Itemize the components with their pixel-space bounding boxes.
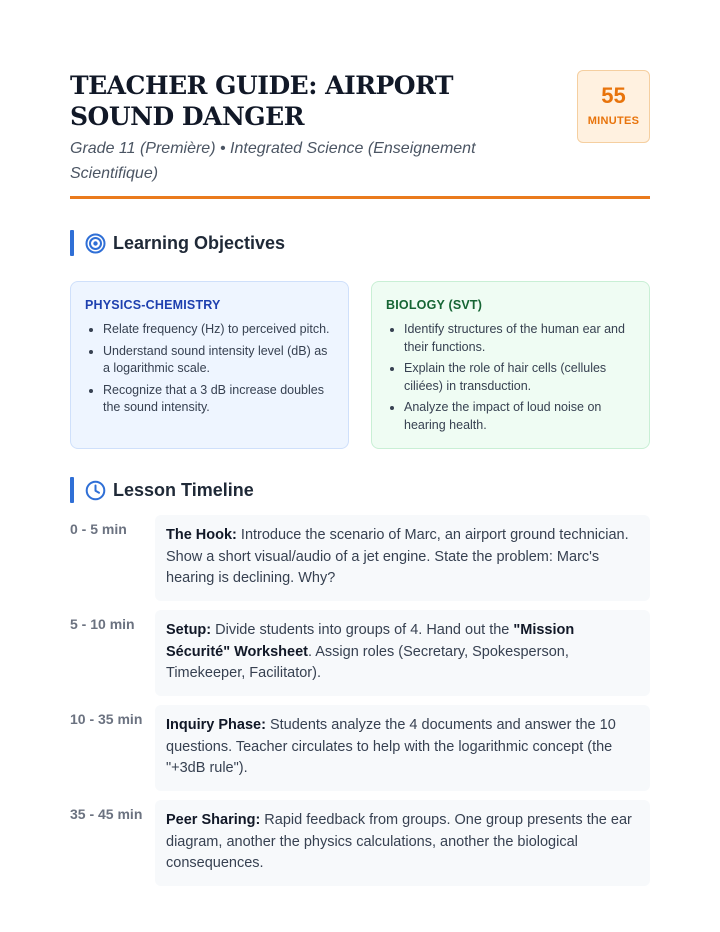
objective-item: • Identify structures of the human ear and their functions. bbox=[404, 321, 635, 356]
objective-item: • Explain the role of hair cells (cellules ciliées) in transduction. bbox=[404, 360, 635, 395]
objective-item: • Relate frequency (Hz) to perceived pitch. bbox=[103, 321, 334, 339]
timeline-time: 10 - 35 min bbox=[70, 711, 143, 727]
timeline-time: 35 - 45 min bbox=[70, 806, 143, 822]
page-title: TEACHER GUIDE: AIRPORT SOUND DANGER bbox=[70, 71, 454, 131]
step-label: Inquiry Phase: bbox=[166, 717, 266, 733]
guide-header bbox=[70, 70, 650, 200]
duration-unit: MINUTES bbox=[587, 115, 640, 127]
lesson-timeline bbox=[70, 515, 650, 886]
step-text: Introduce the scenario of Marc, an airport ground technician. Show a short visual/audio of a jet engine. State the problem: Marc's hearing is declining. Why? bbox=[166, 527, 629, 586]
step-text: Rapid feedback from groups. One group presents the ear diagram, another the physics calculations, another the biological consequences. bbox=[166, 812, 632, 871]
timeline-heading bbox=[70, 477, 650, 503]
worksheet-name: "Mission Sécurité" Worksheet bbox=[166, 622, 575, 660]
page-subtitle: Grade 11 (Première) • Integrated Science (Enseignement Scientifique) bbox=[70, 140, 476, 182]
step-label: The Hook: bbox=[166, 527, 237, 543]
objective-cards bbox=[70, 281, 650, 449]
duration-value: 55 bbox=[601, 83, 626, 108]
timeline-title: Lesson Timeline bbox=[113, 479, 254, 500]
objective-list bbox=[85, 321, 334, 417]
header-divider bbox=[70, 196, 650, 199]
objectives-heading bbox=[70, 230, 650, 256]
objective-item: • Understand sound intensity level (dB) as a logarithmic scale. bbox=[103, 343, 334, 378]
step-text: . Assign roles (Secretary, Spokesperson, Timekeeper, Facilitator). bbox=[166, 643, 569, 681]
timeline-row bbox=[70, 610, 650, 696]
step-label: Setup: bbox=[166, 622, 212, 638]
timeline-description bbox=[155, 610, 650, 696]
objective-list bbox=[386, 321, 635, 434]
step-text: Divide students into groups of 4. Hand out the bbox=[211, 622, 514, 638]
timeline-description bbox=[155, 800, 650, 886]
section-accent-bar bbox=[70, 230, 74, 256]
objective-item: • Analyze the impact of loud noise on hearing health. bbox=[404, 399, 635, 434]
timeline-time: 0 - 5 min bbox=[70, 521, 127, 537]
duration-badge bbox=[577, 70, 650, 143]
objective-item: • Recognize that a 3 dB increase doubles the sound intensity. bbox=[103, 382, 334, 417]
biology-card bbox=[371, 281, 650, 449]
timeline-time: 5 - 10 min bbox=[70, 616, 135, 632]
step-label: Peer Sharing: bbox=[166, 812, 261, 828]
section-accent-bar bbox=[70, 477, 74, 503]
teacher-guide-page bbox=[70, 70, 650, 895]
physics-chemistry-card bbox=[70, 281, 349, 449]
timeline-row bbox=[70, 515, 650, 601]
timeline-description bbox=[155, 515, 650, 601]
timeline-row bbox=[70, 705, 650, 791]
card-title: PHYSICS-CHEMISTRY bbox=[85, 298, 221, 312]
card-title: BIOLOGY (SVT) bbox=[386, 298, 483, 312]
step-text: Students analyze the 4 documents and answer the 10 questions. Teacher circulates to help with the logarithmic concept (the "+3dB rule"). bbox=[166, 717, 616, 776]
target-icon bbox=[85, 233, 106, 254]
timeline-description bbox=[155, 705, 650, 791]
clock-icon bbox=[85, 480, 106, 501]
timeline-row bbox=[70, 800, 650, 886]
objectives-title: Learning Objectives bbox=[113, 232, 286, 253]
